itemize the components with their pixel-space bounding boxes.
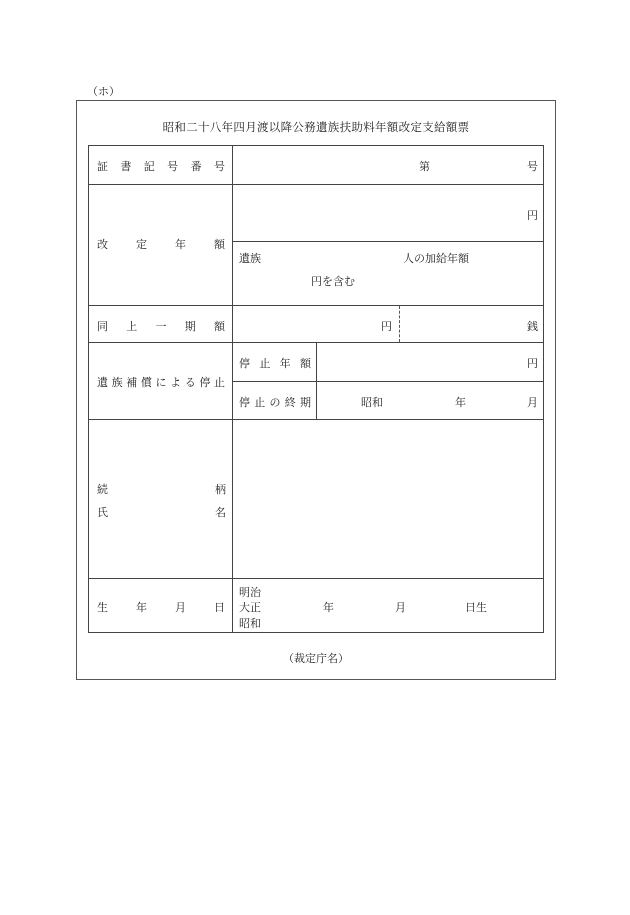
birth-day: 日生: [465, 601, 487, 614]
relation-label-a1: 続: [97, 483, 108, 496]
added-amount-label: 人の加給年額: [403, 252, 469, 265]
form-title: 昭和二十八年四月渡以降公務遺族扶助料年額改定支給額票: [162, 120, 470, 134]
column-divider: [316, 342, 317, 419]
row-divider: [232, 381, 543, 382]
stop-end-label: 停 止 の 終 期: [239, 396, 311, 409]
row-divider: [89, 419, 543, 420]
era-showa: 昭和: [239, 617, 261, 630]
row-divider: [89, 184, 543, 185]
revised-yen: 円: [527, 209, 538, 222]
relation-label-a2: 柄: [215, 483, 226, 496]
era-taisho: 大正: [239, 601, 261, 614]
period-sen: 銭: [527, 320, 538, 333]
certificate-go: 号: [527, 160, 538, 173]
form-marker: （ホ）: [87, 85, 120, 98]
birth-month: 月: [395, 601, 406, 614]
column-divider: [232, 146, 233, 632]
stop-amount-yen: 円: [527, 357, 538, 370]
name-label-b2: 名: [215, 506, 226, 519]
authority-name: （裁定庁名）: [283, 652, 349, 665]
stop-end-era: 昭和: [361, 396, 383, 409]
stop-end-year: 年: [455, 396, 466, 409]
certificate-dai: 第: [419, 160, 430, 173]
row-divider: [232, 241, 543, 242]
certificate-label: 証 書 記 号 番 号: [97, 160, 225, 173]
revised-amount-label: 改 定 年 額: [97, 238, 225, 251]
name-label-b1: 氏: [97, 506, 108, 519]
included-label: 円を含む: [311, 275, 355, 288]
form-table: [88, 145, 544, 633]
stop-amount-label: 停 止 年 額: [239, 357, 311, 370]
period-yen: 円: [381, 320, 392, 333]
row-divider: [89, 578, 543, 579]
yen-sen-divider: [399, 306, 400, 342]
compensation-stop-label: 遺 族 補 償 に よ る 停 止: [97, 376, 225, 389]
bereaved-label: 遺族: [239, 252, 261, 265]
birthdate-label: 生 年 月 日: [97, 601, 225, 614]
birth-year: 年: [323, 601, 334, 614]
stop-end-month: 月: [527, 396, 538, 409]
period-amount-label: 同 上 一 期 額: [97, 320, 225, 333]
row-divider: [89, 305, 543, 306]
era-meiji: 明治: [239, 586, 261, 599]
